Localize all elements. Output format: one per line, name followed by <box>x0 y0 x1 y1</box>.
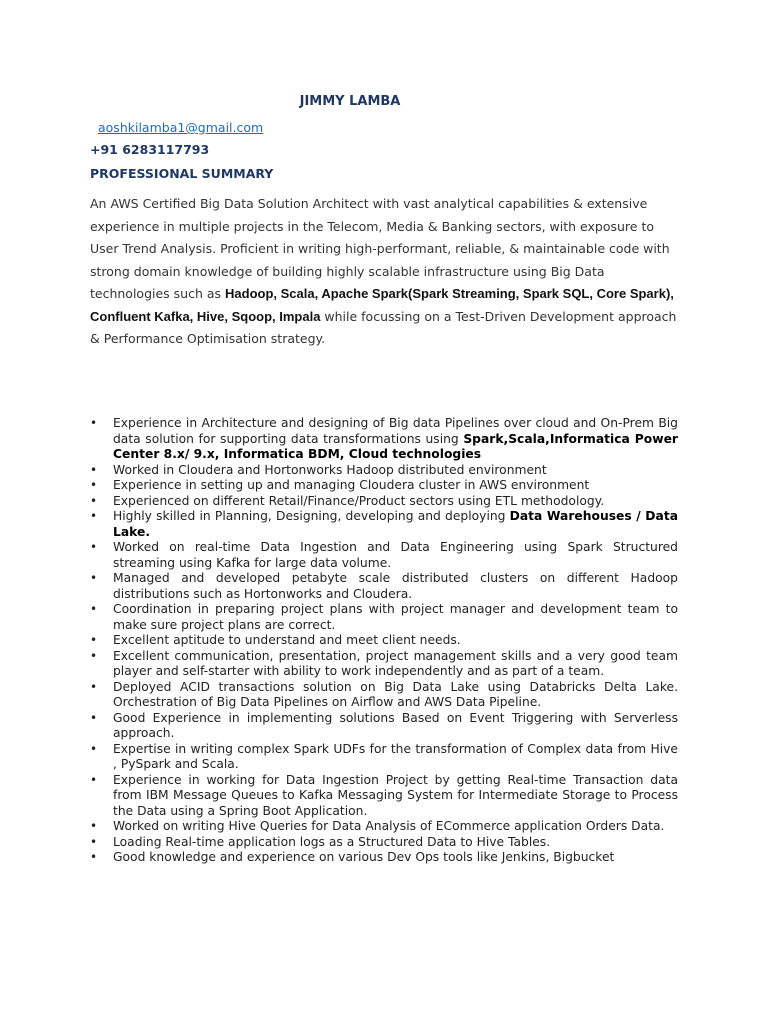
summary-paragraph <box>90 193 680 351</box>
experience-bullet-item <box>90 633 678 649</box>
experience-bullet-item <box>90 602 678 633</box>
bullet-text: Excellent aptitude to understand and meet client needs. <box>113 633 461 647</box>
bullet-icon: • <box>90 416 98 430</box>
bullet-icon: • <box>90 462 98 477</box>
bullet-icon: • <box>90 493 98 508</box>
summary-text-part2: while focussing on a Test-Driven Development approach & Performance Optimisation strategy. <box>90 308 677 346</box>
experience-bullet-item <box>90 416 678 463</box>
bullet-icon: • <box>90 741 98 756</box>
bullet-icon: • <box>90 834 98 849</box>
bullet-text: Worked in Cloudera and Hortonworks Hadoop distributed environment <box>113 462 547 477</box>
bullet-text: Experience in setting up and managing Cloudera cluster in AWS environment <box>113 478 590 492</box>
bullet-text: Managed and developed petabyte scale distributed clusters on different Hadoop distributions such as Hortonworks and Cloudera. <box>113 571 678 601</box>
bullet-icon: • <box>90 648 98 663</box>
summary-technologies: Hadoop, Scala, Apache Spark(Spark Streaming, Spark SQL, Core Spark), Confluent Kafka, Hive, Sqoop, Impala <box>90 286 674 324</box>
bullet-text: Good knowledge and experience on various Dev Ops tools like Jenkins, Bigbucket <box>113 850 615 864</box>
bullet-text: Worked on writing Hive Queries for Data Analysis of ECommerce application Orders Data. <box>113 819 665 833</box>
bullet-text: Experienced on different Retail/Finance/Product sectors using ETL methodology. <box>113 493 605 508</box>
bullet-icon: • <box>90 633 98 647</box>
bullet-text: Experience in Architecture and designing of Big data Pipelines over cloud and On-Prem Big data solution for supporting data transformations using <box>113 416 678 446</box>
experience-bullet-list <box>90 416 678 866</box>
experience-bullet-item <box>90 835 678 851</box>
experience-bullet-item <box>90 571 678 602</box>
bullet-text: Expertise in writing complex Spark UDFs for the transformation of Complex data from Hive , PySpark and Scala. <box>113 741 678 771</box>
bullet-text: Loading Real-time application logs as a Structured Data to Hive Tables. <box>113 834 551 849</box>
experience-bullet-item <box>90 742 678 773</box>
bullet-icon: • <box>90 850 98 864</box>
bullet-text: Excellent communication, presentation, project management skills and a very good team player and self-starter with ability to work independently and as part of a team. <box>113 648 678 678</box>
bullet-bold-text: Data Warehouses / Data Lake. <box>113 509 678 539</box>
email-link[interactable]: aoshkilamba1@gmail.com <box>98 120 264 135</box>
bullet-text: Highly skilled in Planning, Designing, developing and deploying <box>113 509 510 523</box>
bullet-icon: • <box>90 478 98 492</box>
bullet-icon: • <box>90 772 98 787</box>
bullet-text: Good Experience in implementing solutions Based on Event Triggering with Serverless approach. <box>113 710 678 740</box>
bullet-text: Experience in working for Data Ingestion Project by getting Real-time Transaction data from IBM Message Queues to Kafka Messaging System for Intermediate Storage to Process the Data using a Spring Boot Application. <box>113 772 678 818</box>
experience-bullet-item <box>90 463 678 479</box>
experience-bullet-item <box>90 494 678 510</box>
bullet-icon: • <box>90 679 98 694</box>
experience-bullet-item <box>90 649 678 680</box>
experience-bullet-item <box>90 478 678 494</box>
bullet-icon: • <box>90 509 98 523</box>
bullet-icon: • <box>90 540 98 554</box>
bullet-icon: • <box>90 710 98 725</box>
experience-bullet-item <box>90 773 678 820</box>
bullet-text: Deployed ACID transactions solution on Big Data Lake using Databricks Delta Lake. Orchestration of Big Data Pipelines on Airflow and AWS Data Pipeline. <box>113 679 678 709</box>
experience-bullet-item <box>90 850 678 866</box>
bullet-text: Worked on real-time Data Ingestion and Data Engineering using Spark Structured streaming using Kafka for large data volume. <box>113 540 678 570</box>
bullet-text: Coordination in preparing project plans with project manager and development team to make sure project plans are correct. <box>113 602 678 632</box>
experience-bullet-item <box>90 680 678 711</box>
experience-bullet-item <box>90 819 678 835</box>
bullet-icon: • <box>90 819 98 833</box>
bullet-icon: • <box>90 602 98 616</box>
candidate-name: JIMMY LAMBA <box>299 94 401 109</box>
experience-bullet-item <box>90 711 678 742</box>
summary-text-part1: An AWS Certified Big Data Solution Architect with vast analytical capabilities & extensive experience in multiple projects in the Telecom, Media & Banking sectors, with exposure to User Trend Analysis. Proficient in writing high-performant, reliable, & maintainable code with strong domain knowledge of building highly scalable infrastructure using Big Data technologies such as <box>90 196 670 301</box>
bullet-bold-text: Spark,Scala,Informatica Power Center 8.x/ 9.x, Informatica BDM, Cloud technologies <box>113 431 678 461</box>
phone-number: +91 6283117793 <box>90 142 210 157</box>
experience-bullet-item <box>90 540 678 571</box>
summary-heading: PROFESSIONAL SUMMARY <box>90 166 274 181</box>
experience-bullet-item <box>90 509 678 540</box>
bullet-icon: • <box>90 571 98 585</box>
